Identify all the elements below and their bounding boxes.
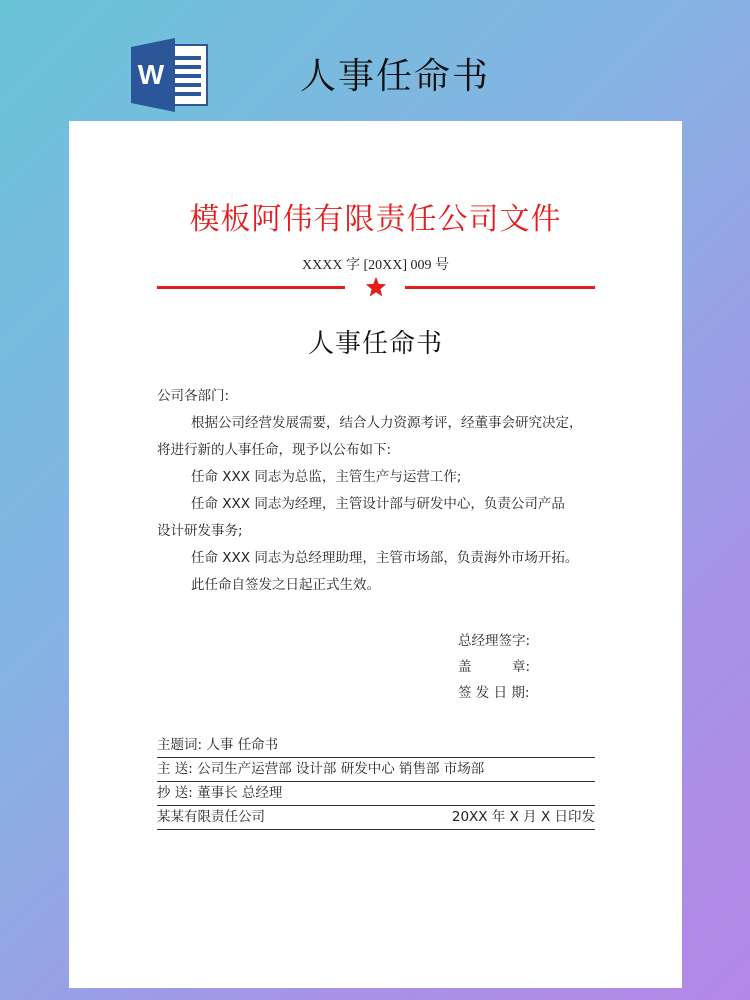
header [0,0,750,120]
send-to-text: 主 送: 公司生产运营部 设计部 研发中心 销售部 市场部 [157,761,485,777]
cc-row [157,783,595,806]
document-body [157,383,597,599]
paragraph-line: 任命 XXX 同志为经理，主管设计部与研发中心，负责公司产品 [191,496,565,512]
paragraph-line: 根据公司经营发展需要，结合人力资源考评，经董事会研究决定， [191,415,583,431]
signature-block [458,628,530,706]
seal-label: 盖 章: [458,659,531,675]
star-icon [365,276,387,298]
keywords-row [157,735,595,758]
paragraph-line: 将进行新的人事任命，现予以公布如下: [157,442,392,458]
organization-name: 模板阿伟有限责任公司文件 [189,202,562,237]
document-footer [157,735,595,831]
paragraph-line: 此任命自签发之日起正式生效。 [191,577,380,593]
paragraph-line: 任命 XXX 同志为总经理助理，主管市场部，负责海外市场开拓。 [191,550,579,566]
word-icon [131,38,209,112]
issue-date-label: 签 发 日 期: [458,685,530,701]
gm-signature-label: 总经理签字: [458,633,531,649]
svg-text:W: W [137,59,165,90]
red-divider-right [405,286,595,289]
document-number: XXXX 字 [20XX] 009 号 [302,258,449,273]
cc-text: 抄 送: 董事长 总经理 [157,785,283,801]
issue-date: 20XX 年 X 月 X 日印发 [451,809,595,825]
send-to-row [157,759,595,782]
issuer-row [157,807,595,830]
document-title: 人事任命书 [307,329,443,359]
page-title: 人事任命书 [300,56,491,97]
salutation: 公司各部门: [157,388,230,404]
document-page [69,121,682,988]
keywords-text: 主题词: 人事 任命书 [157,737,279,753]
issuer-name: 某某有限责任公司 [157,809,265,825]
paragraph-line: 设计研发事务; [157,523,243,539]
paragraph-line: 任命 XXX 同志为总监，主管生产与运营工作; [191,469,462,485]
red-divider-left [157,286,345,289]
